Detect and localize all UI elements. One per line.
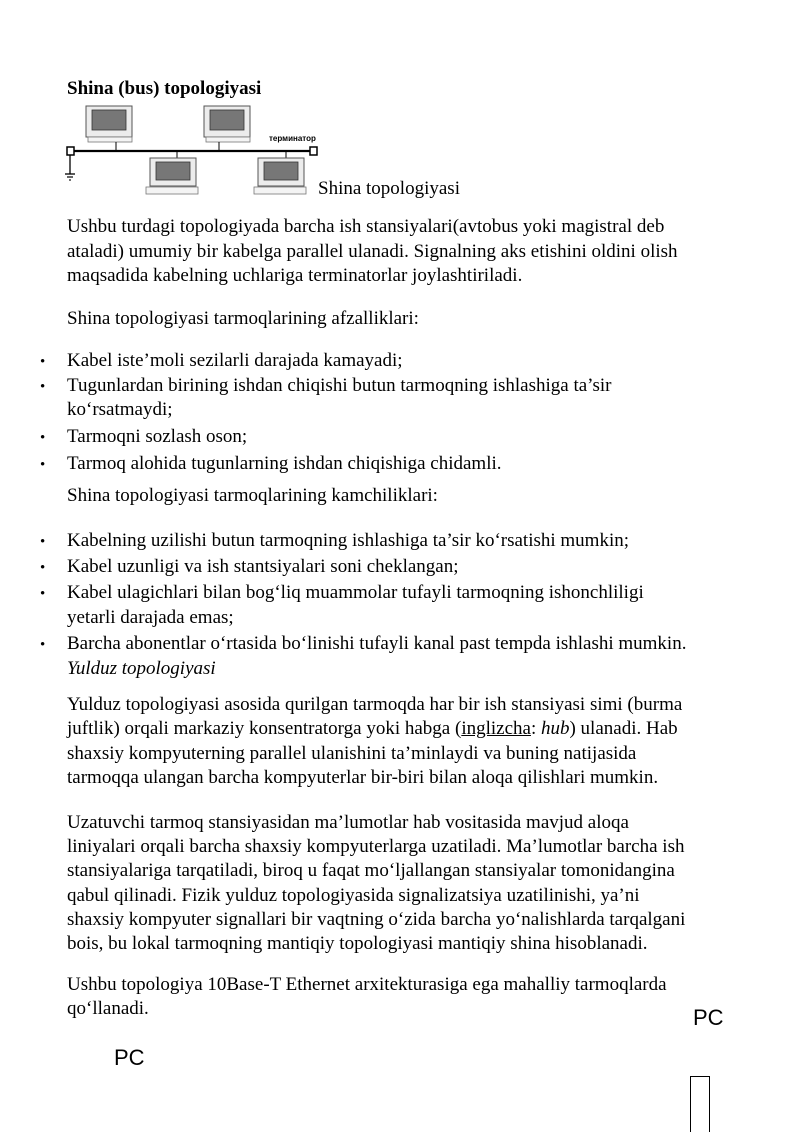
bullet-icon: • — [40, 560, 46, 576]
text-line: qo‘llanadi. — [67, 998, 149, 1019]
text-line: stansiyalariga tarqatiladi, biroq u faqat mo‘ljallangan stansiyalar tomonidangina — [67, 860, 675, 881]
terminator-left — [67, 147, 74, 155]
ground-icon — [65, 155, 75, 180]
text-line: Yulduz topologiyasi asosida qurilgan tarmoqda har bir ish stansiyasi simi (burma — [67, 694, 683, 715]
bullet-icon: • — [40, 637, 46, 653]
list-item: Kabel ulagichlari bilan bog‘liq muammolar tufayli tarmoqning ishonchliligi — [67, 582, 644, 603]
bullet-icon: • — [40, 457, 46, 473]
list-item: Tarmoqni sozlash oson; — [67, 426, 248, 447]
terminator-label: терминатор — [269, 134, 316, 143]
pc-label-right: PC — [693, 1005, 724, 1030]
list-item: Kabel uzunligi va ish stantsiyalari soni cheklangan; — [67, 556, 459, 577]
list-item: Tarmoq alohida tugunlarning ishdan chiqishiga chidamli. — [67, 453, 502, 474]
text-line: Uzatuvchi tarmoq stansiyasidan ma’lumotlar hab vositasida mavjud aloqa — [67, 812, 629, 833]
text-line: Ushbu topologiya 10Base-T Ethernet arxitekturasiga ega mahalliy tarmoqlarda — [67, 974, 667, 995]
text-line: shaxsiy kompyuterning parallel ulanishini ta’minlaydi va buning natijasida — [67, 743, 637, 764]
heading-star-topology: Yulduz topologiyasi — [67, 658, 216, 679]
bullet-icon: • — [40, 354, 46, 370]
text-line: maqsadida kabelning uchlariga terminatorlar joylashtiriladi. — [67, 265, 523, 286]
text-line: bois, bu lokal tarmoqning mantiqiy topologiyasi mantiqiy shina hisoblanadi. — [67, 933, 648, 954]
terminator-right — [310, 147, 317, 155]
computer-icon — [86, 106, 132, 151]
pc-label-left: PC — [114, 1045, 145, 1070]
text-line-with-link: juftlik) orqali markaziy konsentratorga yoki habga (inglizcha: hub) ulanadi. Hab — [67, 718, 678, 739]
heading-bus-topology: Shina (bus) topologiyasi — [67, 78, 262, 99]
text-line: tarmoqqa ulangan barcha kompyuterlar bir-biri bilan aloqa qilishlari mumkin. — [67, 767, 659, 788]
bullet-icon: • — [40, 586, 46, 602]
bullet-icon: • — [40, 534, 46, 550]
text-line: liniyalari orqali barcha shaxsiy kompyuterlarga uzatiladi. Ma’lumotlar barcha ish — [67, 836, 685, 857]
bullet-icon: • — [40, 430, 46, 446]
list-item: Barcha abonentlar o‘rtasida bo‘linishi tufayli kanal past tempda ishlashi mumkin. — [67, 633, 687, 654]
bullet-icon: • — [40, 379, 46, 395]
list-item-continuation: ko‘rsatmaydi; — [67, 399, 173, 420]
list-item: Tugunlardan birining ishdan chiqishi butun tarmoqning ishlashiga ta’sir — [67, 375, 612, 396]
missing-glyph-box — [690, 1076, 710, 1132]
list-item: Kabel iste’moli sezilarli darajada kamayadi; — [67, 350, 403, 371]
diagram-caption: Shina topologiyasi — [318, 178, 460, 199]
list-item-continuation: yetarli darajada emas; — [67, 607, 234, 628]
advantages-intro: Shina topologiyasi tarmoqlarining afzalliklari: — [67, 308, 419, 329]
wikipedia-link[interactable]: inglizcha — [461, 718, 531, 739]
text-line: shaxsiy kompyuter signallari bir vaqtning o‘zida barcha yo‘nalishlarda tarqalgani — [67, 909, 686, 930]
bus-topology-diagram — [64, 104, 322, 196]
computer-icon — [146, 151, 198, 194]
list-item: Kabelning uzilishi butun tarmoqning ishlashiga ta’sir ko‘rsatishi mumkin; — [67, 530, 630, 551]
computer-icon — [254, 151, 306, 194]
text-line: Ushbu turdagi topologiyada barcha ish stansiyalari(avtobus yoki magistral deb — [67, 216, 665, 237]
disadvantages-intro: Shina topologiyasi tarmoqlarining kamchiliklari: — [67, 485, 438, 506]
computer-icon — [204, 106, 250, 151]
text-line: ataladi) umumiy bir kabelga parallel ulanadi. Signalning aks etishini oldini olish — [67, 241, 678, 262]
text-line: qabul qilinadi. Fizik yulduz topologiyasida signalizatsiya uzatilinishi, ya’ni — [67, 885, 640, 906]
